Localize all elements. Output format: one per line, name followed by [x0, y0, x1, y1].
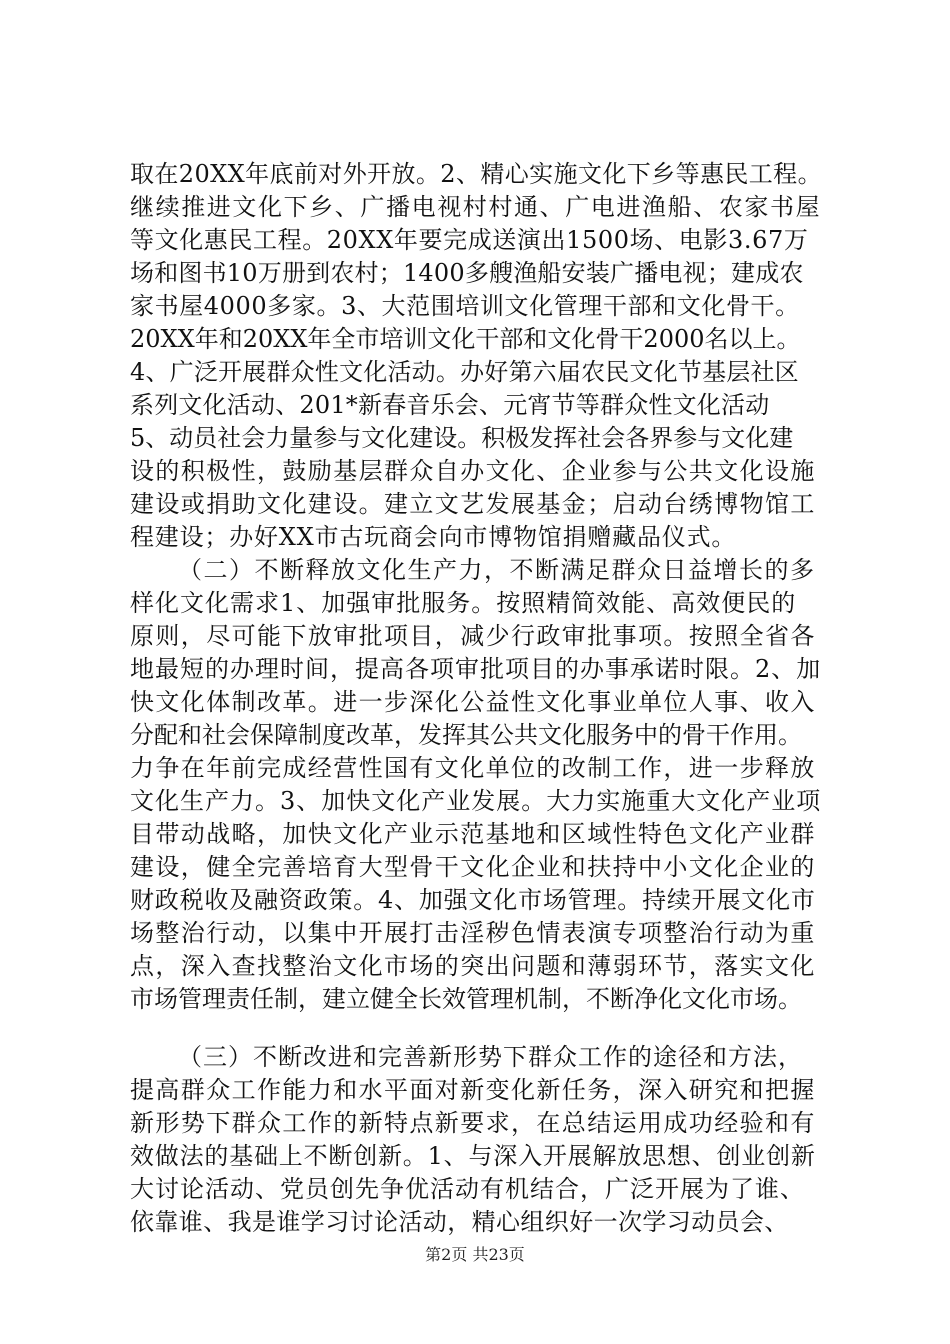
text-line: 4、广泛开展群众性文化活动。办好第六届农民文化节基层社区	[130, 358, 799, 386]
text-line: （二）不断释放文化生产力，不断满足群众日益增长的多	[178, 556, 816, 584]
text-line: 样化文化需求1、加强审批服务。按照精简效能、高效便民的	[130, 589, 797, 617]
text-line: 家书屋4000多家。3、大范围培训文化管理干部和文化骨干。	[130, 292, 800, 320]
text-line: 依靠谁、我是谁学习讨论活动，精心组织好一次学习动员会、	[130, 1208, 789, 1236]
text-line: 5、动员社会力量参与文化建设。积极发挥社会各界参与文化建	[130, 424, 794, 452]
text-line: 分配和社会保障制度改革，发挥其公共文化服务中的骨干作用。	[130, 721, 802, 749]
text-line: 继续推进文化下乡、广播电视村村通、广电进渔船、农家书屋	[130, 193, 822, 221]
text-line: 建设，健全完善培育大型骨干文化企业和扶持中小文化企业的	[130, 853, 816, 881]
text-line: 地最短的办理时间，提高各项审批项目的办事承诺时限。2、加	[130, 655, 822, 683]
text-line: 20XX年和20XX年全市培训文化干部和文化骨干2000名以上。	[130, 325, 801, 353]
text-line: 力争在年前完成经营性国有文化单位的改制工作，进一步释放	[130, 754, 816, 782]
text-line: 点，深入查找整治文化市场的突出问题和薄弱环节，落实文化	[130, 952, 816, 980]
text-line: 场和图书10万册到农村；1400多艘渔船安装广播电视；建成农	[130, 259, 804, 287]
text-line: 目带动战略，加快文化产业示范基地和区域性特色文化产业群	[130, 820, 816, 848]
text-line: 财政税收及融资政策。4、加强文化市场管理。持续开展文化市	[130, 886, 816, 914]
text-line: 效做法的基础上不断创新。1、与深入开展解放思想、创业创新	[130, 1142, 816, 1170]
text-line: 大讨论活动、党员创先争优活动有机结合，广泛开展为了谁、	[130, 1175, 805, 1203]
text-line: 建设或捐助文化建设。建立文艺发展基金；启动台绣博物馆工	[130, 490, 816, 518]
text-line: 系列文化活动、201*新春音乐会、元宵节等群众性文化活动	[130, 391, 770, 419]
text-line: 提高群众工作能力和水平面对新变化新任务，深入研究和把握	[130, 1076, 816, 1104]
text-line: 市场管理责任制，建立健全长效管理机制，不断净化文化市场。	[130, 985, 802, 1013]
text-line: 文化生产力。3、加快文化产业发展。大力实施重大文化产业项	[130, 787, 822, 815]
paragraph-2	[130, 554, 870, 1016]
paragraph-3	[130, 1041, 870, 1239]
text-line: 取在20XX年底前对外开放。2、精心实施文化下乡等惠民工程。	[130, 160, 822, 188]
text-line: 程建设；办好XX市古玩商会向市博物馆捐赠藏品仪式。	[130, 523, 737, 551]
text-line: 新形势下群众工作的新特点新要求，在总结运用成功经验和有	[130, 1109, 816, 1137]
paragraph-1	[130, 158, 870, 554]
document-body	[130, 158, 870, 1239]
text-line: 原则，尽可能下放审批项目，减少行政审批事项。按照全省各	[130, 622, 816, 650]
text-line: 等文化惠民工程。20XX年要完成送演出1500场、电影3.67万	[130, 226, 809, 254]
page-number-footer: 第2页 共23页	[425, 1245, 525, 1264]
text-line: 场整治行动，以集中开展打击淫秽色情表演专项整治行动为重	[130, 919, 816, 947]
text-line: （三）不断改进和完善新形势下群众工作的途径和方法，	[178, 1043, 803, 1071]
text-line: 快文化体制改革。进一步深化公益性文化事业单位人事、收入	[130, 688, 816, 716]
paragraph-gap	[130, 1016, 870, 1041]
text-line: 设的积极性，鼓励基层群众自办文化、企业参与公共文化设施	[130, 457, 816, 485]
